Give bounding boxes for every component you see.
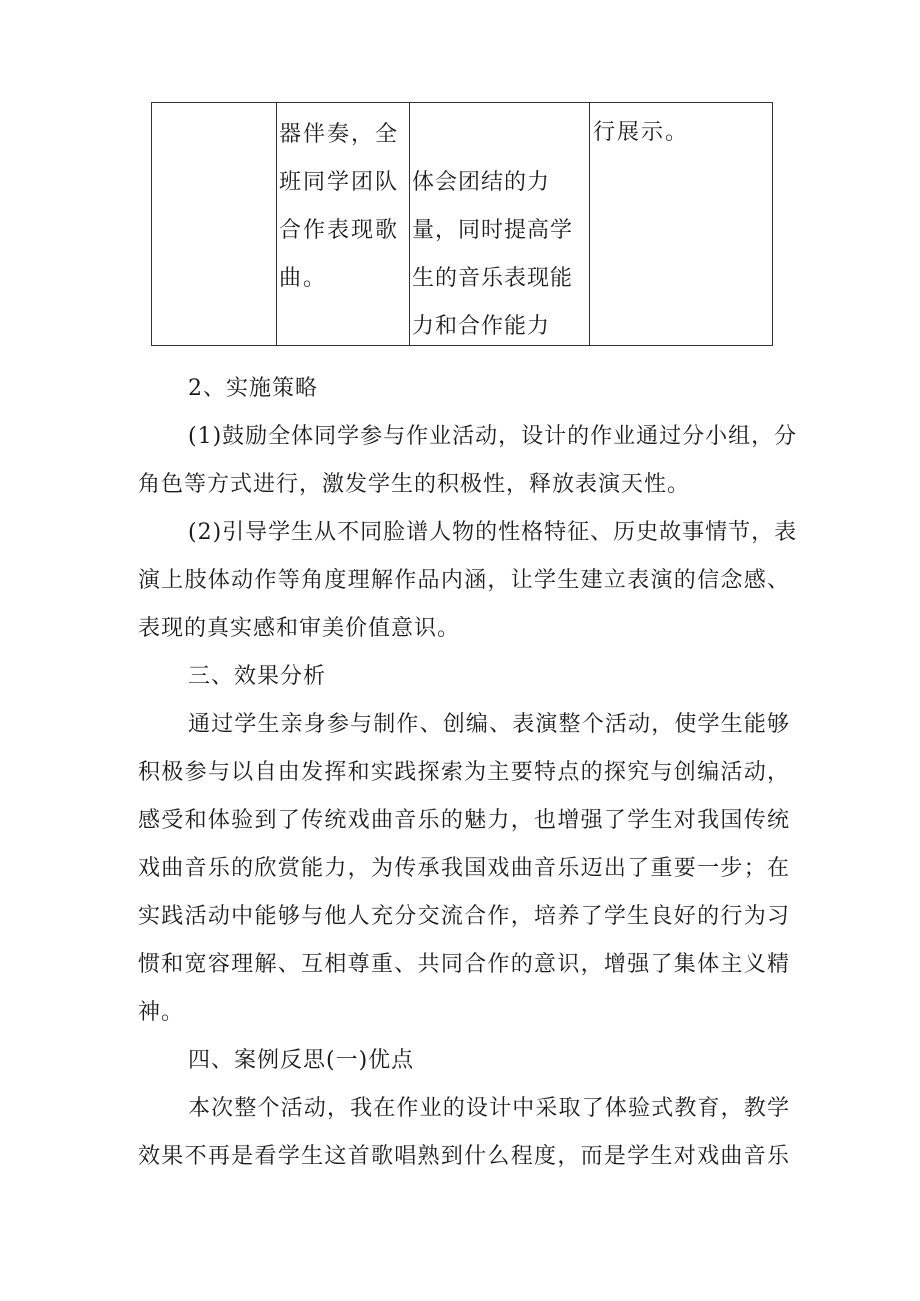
cell-line: 量，同时提高学	[412, 218, 574, 243]
table-cell-goal	[412, 159, 573, 351]
cell-line: 力和合作能力	[412, 314, 551, 339]
paragraph-line: (1)鼓励全体同学参与作业活动，设计的作业通过分小组，分	[188, 424, 798, 449]
paragraph-line: 感受和体验到了传统戏曲音乐的魅力，也增强了学生对我国传统	[138, 808, 790, 833]
paragraph-line: 本次整个活动，我在作业的设计中采取了体验式教育，教学	[188, 1096, 790, 1121]
cell-line: 行展示。	[593, 120, 690, 145]
table-divider	[276, 103, 277, 345]
section-heading: 2、实施策略	[188, 376, 318, 401]
table-cell-performance	[279, 111, 399, 303]
cell-line: 班同学团队	[279, 170, 400, 195]
cell-line: 曲。	[279, 266, 328, 291]
paragraph-line: 演上肢体动作等角度理解作品内涵，让学生建立表演的信念感、	[138, 568, 790, 593]
paragraph-line: 表现的真实感和审美价值意识。	[138, 616, 461, 641]
cell-line: 体会团结的力	[412, 170, 551, 195]
paragraph-line: 角色等方式进行，激发学生的积极性，释放表演天性。	[138, 472, 691, 497]
paragraph-line: 惯和宽容理解、互相尊重、共同合作的意识，增强了集体主义精	[138, 952, 790, 977]
table-divider	[409, 103, 410, 345]
paragraph-line: 神。	[138, 1000, 185, 1025]
paragraph-line: 效果不再是看学生这首歌唱熟到什么程度，而是学生对戏曲音乐	[138, 1144, 790, 1169]
paragraph-line: 通过学生亲身参与制作、创编、表演整个活动，使学生能够	[188, 712, 790, 737]
table-divider	[589, 103, 590, 345]
table-cell-display	[593, 109, 689, 157]
paragraph-line: 实践活动中能够与他人充分交流合作，培养了学生良好的行为习	[138, 904, 790, 929]
activity-table	[151, 102, 773, 346]
section-heading: 四、案例反思(一)优点	[188, 1048, 415, 1073]
paragraph-line: 积极参与以自由发挥和实践探索为主要特点的探究与创编活动，	[138, 760, 790, 785]
cell-line: 合作表现歌	[279, 218, 400, 243]
cell-line: 器伴奏，全	[279, 122, 400, 147]
paragraph-line: (2)引导学生从不同脸谱人物的性格特征、历史故事情节，表	[188, 520, 798, 545]
section-heading: 三、效果分析	[188, 664, 327, 689]
paragraph-line: 戏曲音乐的欣赏能力，为传承我国戏曲音乐迈出了重要一步；在	[138, 856, 790, 881]
cell-line: 生的音乐表现能	[412, 266, 574, 291]
